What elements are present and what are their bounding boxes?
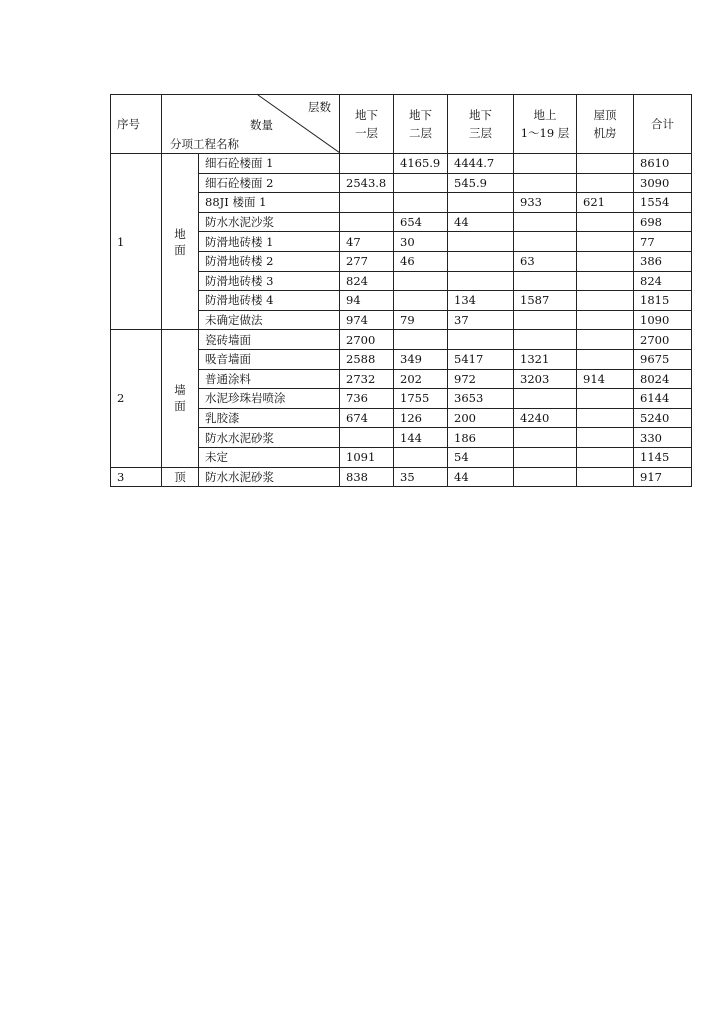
value-cell-b2: 1755: [394, 389, 448, 409]
value-cell-total: 917: [634, 467, 692, 487]
value-cell-roof: [577, 173, 634, 193]
value-cell-b2: [394, 330, 448, 350]
table-row: [111, 251, 692, 271]
value-cell-total: 1090: [634, 310, 692, 330]
value-cell-above: [514, 330, 577, 350]
value-cell-roof: [577, 467, 634, 487]
header-floors: 层数: [308, 100, 331, 114]
category-char: 墙: [174, 383, 186, 398]
value-cell-b3: 44: [448, 467, 514, 487]
value-cell-b3: 3653: [448, 389, 514, 409]
value-cell-roof: 621: [577, 193, 634, 213]
table-row: [111, 291, 692, 311]
value-cell-above: [514, 173, 577, 193]
value-cell-roof: [577, 232, 634, 252]
value-cell-above: 3203: [514, 369, 577, 389]
value-cell-b2: [394, 193, 448, 213]
value-cell-roof: [577, 330, 634, 350]
value-cell-b1: 974: [340, 310, 394, 330]
group-category: [162, 154, 199, 330]
value-cell-b2: 79: [394, 310, 448, 330]
table-row: [111, 330, 692, 350]
header-seq: 序号: [111, 95, 162, 154]
value-cell-b1: 2588: [340, 349, 394, 369]
item-name-cell: 未定: [199, 447, 340, 467]
value-cell-above: [514, 310, 577, 330]
item-name-cell: 防滑地砖楼 1: [199, 232, 340, 252]
value-cell-b2: 35: [394, 467, 448, 487]
value-cell-b3: 134: [448, 291, 514, 311]
value-cell-b1: [340, 154, 394, 174]
table-row: [111, 310, 692, 330]
value-cell-b3: 54: [448, 447, 514, 467]
group-seq: 1: [111, 154, 162, 330]
value-cell-total: 330: [634, 428, 692, 448]
value-cell-total: 386: [634, 251, 692, 271]
value-cell-roof: [577, 408, 634, 428]
header-diagonal-cell: [162, 95, 340, 154]
item-name-cell: 乳胶漆: [199, 408, 340, 428]
value-cell-b2: 349: [394, 349, 448, 369]
value-cell-roof: [577, 428, 634, 448]
item-name-cell: 细石砼楼面 2: [199, 173, 340, 193]
value-cell-above: [514, 428, 577, 448]
header-b3: 地下 三层: [448, 95, 514, 154]
value-cell-b1: 1091: [340, 447, 394, 467]
value-cell-b2: 202: [394, 369, 448, 389]
value-cell-b3: [448, 232, 514, 252]
item-name-cell: 88JI 楼面 1: [199, 193, 340, 213]
item-name-cell: 防水水泥砂浆: [199, 467, 340, 487]
value-cell-b2: [394, 271, 448, 291]
value-cell-b1: [340, 193, 394, 213]
value-cell-roof: [577, 447, 634, 467]
value-cell-b3: 545.9: [448, 173, 514, 193]
value-cell-above: [514, 154, 577, 174]
item-name-cell: 防水水泥砂浆: [199, 428, 340, 448]
value-cell-b3: [448, 193, 514, 213]
value-cell-roof: [577, 271, 634, 291]
value-cell-total: 77: [634, 232, 692, 252]
value-cell-b2: 4165.9: [394, 154, 448, 174]
value-cell-roof: [577, 251, 634, 271]
value-cell-roof: [577, 389, 634, 409]
value-cell-above: 933: [514, 193, 577, 213]
value-cell-b1: 277: [340, 251, 394, 271]
value-cell-above: 1321: [514, 349, 577, 369]
value-cell-b2: [394, 173, 448, 193]
table-row: [111, 212, 692, 232]
value-cell-roof: [577, 291, 634, 311]
value-cell-b3: 37: [448, 310, 514, 330]
value-cell-total: 9675: [634, 349, 692, 369]
table-row: [111, 369, 692, 389]
value-cell-total: 8610: [634, 154, 692, 174]
value-cell-roof: [577, 154, 634, 174]
item-name-cell: 未确定做法: [199, 310, 340, 330]
value-cell-b2: [394, 447, 448, 467]
value-cell-b1: 2732: [340, 369, 394, 389]
value-cell-above: 1587: [514, 291, 577, 311]
value-cell-b3: [448, 251, 514, 271]
value-cell-b1: 2543.8: [340, 173, 394, 193]
value-cell-total: 5240: [634, 408, 692, 428]
category-char: 地: [174, 226, 186, 241]
table-row: [111, 154, 692, 174]
value-cell-roof: [577, 310, 634, 330]
value-cell-total: 1145: [634, 447, 692, 467]
value-cell-b3: 972: [448, 369, 514, 389]
category-char: 面: [174, 399, 186, 414]
header-total: 合计: [634, 95, 692, 154]
value-cell-b2: 126: [394, 408, 448, 428]
value-cell-b3: 44: [448, 212, 514, 232]
quantity-table: [110, 94, 692, 487]
value-cell-roof: 914: [577, 369, 634, 389]
value-cell-above: [514, 232, 577, 252]
item-name-cell: 瓷砖墙面: [199, 330, 340, 350]
group-category: [162, 467, 199, 487]
value-cell-b1: 2700: [340, 330, 394, 350]
value-cell-total: 6144: [634, 389, 692, 409]
table-row: [111, 467, 692, 487]
value-cell-roof: [577, 349, 634, 369]
value-cell-above: [514, 389, 577, 409]
value-cell-above: [514, 212, 577, 232]
header-b1: 地下 一层: [340, 95, 394, 154]
table-row: [111, 271, 692, 291]
item-name-cell: 防滑地砖楼 4: [199, 291, 340, 311]
value-cell-b1: [340, 212, 394, 232]
group-seq: 2: [111, 330, 162, 467]
value-cell-total: 698: [634, 212, 692, 232]
item-name-cell: 普通涂料: [199, 369, 340, 389]
value-cell-b1: [340, 428, 394, 448]
value-cell-b3: 186: [448, 428, 514, 448]
category-char: 面: [174, 242, 186, 257]
item-name-cell: 吸音墙面: [199, 349, 340, 369]
item-name-cell: 防滑地砖楼 3: [199, 271, 340, 291]
value-cell-b3: [448, 271, 514, 291]
value-cell-total: 1554: [634, 193, 692, 213]
table-row: [111, 349, 692, 369]
value-cell-b3: 5417: [448, 349, 514, 369]
value-cell-above: 63: [514, 251, 577, 271]
value-cell-above: [514, 447, 577, 467]
header-quantity: 数量: [250, 118, 273, 132]
table-row: [111, 173, 692, 193]
value-cell-total: 1815: [634, 291, 692, 311]
value-cell-total: 3090: [634, 173, 692, 193]
value-cell-roof: [577, 212, 634, 232]
value-cell-b1: 824: [340, 271, 394, 291]
value-cell-b3: 4444.7: [448, 154, 514, 174]
value-cell-b2: 144: [394, 428, 448, 448]
category-char: 顶: [174, 469, 186, 484]
value-cell-b2: 654: [394, 212, 448, 232]
table-row: [111, 232, 692, 252]
header-roof: 屋顶 机房: [577, 95, 634, 154]
item-name-cell: 细石砼楼面 1: [199, 154, 340, 174]
group-category: [162, 330, 199, 467]
header-b2: 地下 二层: [394, 95, 448, 154]
value-cell-b1: 94: [340, 291, 394, 311]
value-cell-b3: 200: [448, 408, 514, 428]
value-cell-total: 2700: [634, 330, 692, 350]
value-cell-total: 824: [634, 271, 692, 291]
item-name-cell: 水泥珍珠岩喷涂: [199, 389, 340, 409]
table-row: [111, 447, 692, 467]
table-row: [111, 389, 692, 409]
value-cell-b1: 674: [340, 408, 394, 428]
header-row: [111, 95, 692, 154]
value-cell-total: 8024: [634, 369, 692, 389]
value-cell-b2: [394, 291, 448, 311]
table-row: [111, 408, 692, 428]
header-above: 地上 1～19 层: [514, 95, 577, 154]
table-row: [111, 193, 692, 213]
table-row: [111, 428, 692, 448]
item-name-cell: 防滑地砖楼 2: [199, 251, 340, 271]
table-body: [111, 154, 692, 487]
value-cell-above: [514, 271, 577, 291]
value-cell-b1: 838: [340, 467, 394, 487]
group-seq: 3: [111, 467, 162, 487]
value-cell-above: [514, 467, 577, 487]
value-cell-b2: 46: [394, 251, 448, 271]
value-cell-b3: [448, 330, 514, 350]
value-cell-above: 4240: [514, 408, 577, 428]
item-name-cell: 防水水泥沙浆: [199, 212, 340, 232]
value-cell-b2: 30: [394, 232, 448, 252]
value-cell-b1: 47: [340, 232, 394, 252]
header-item-name: 分项工程名称: [170, 137, 239, 151]
value-cell-b1: 736: [340, 389, 394, 409]
